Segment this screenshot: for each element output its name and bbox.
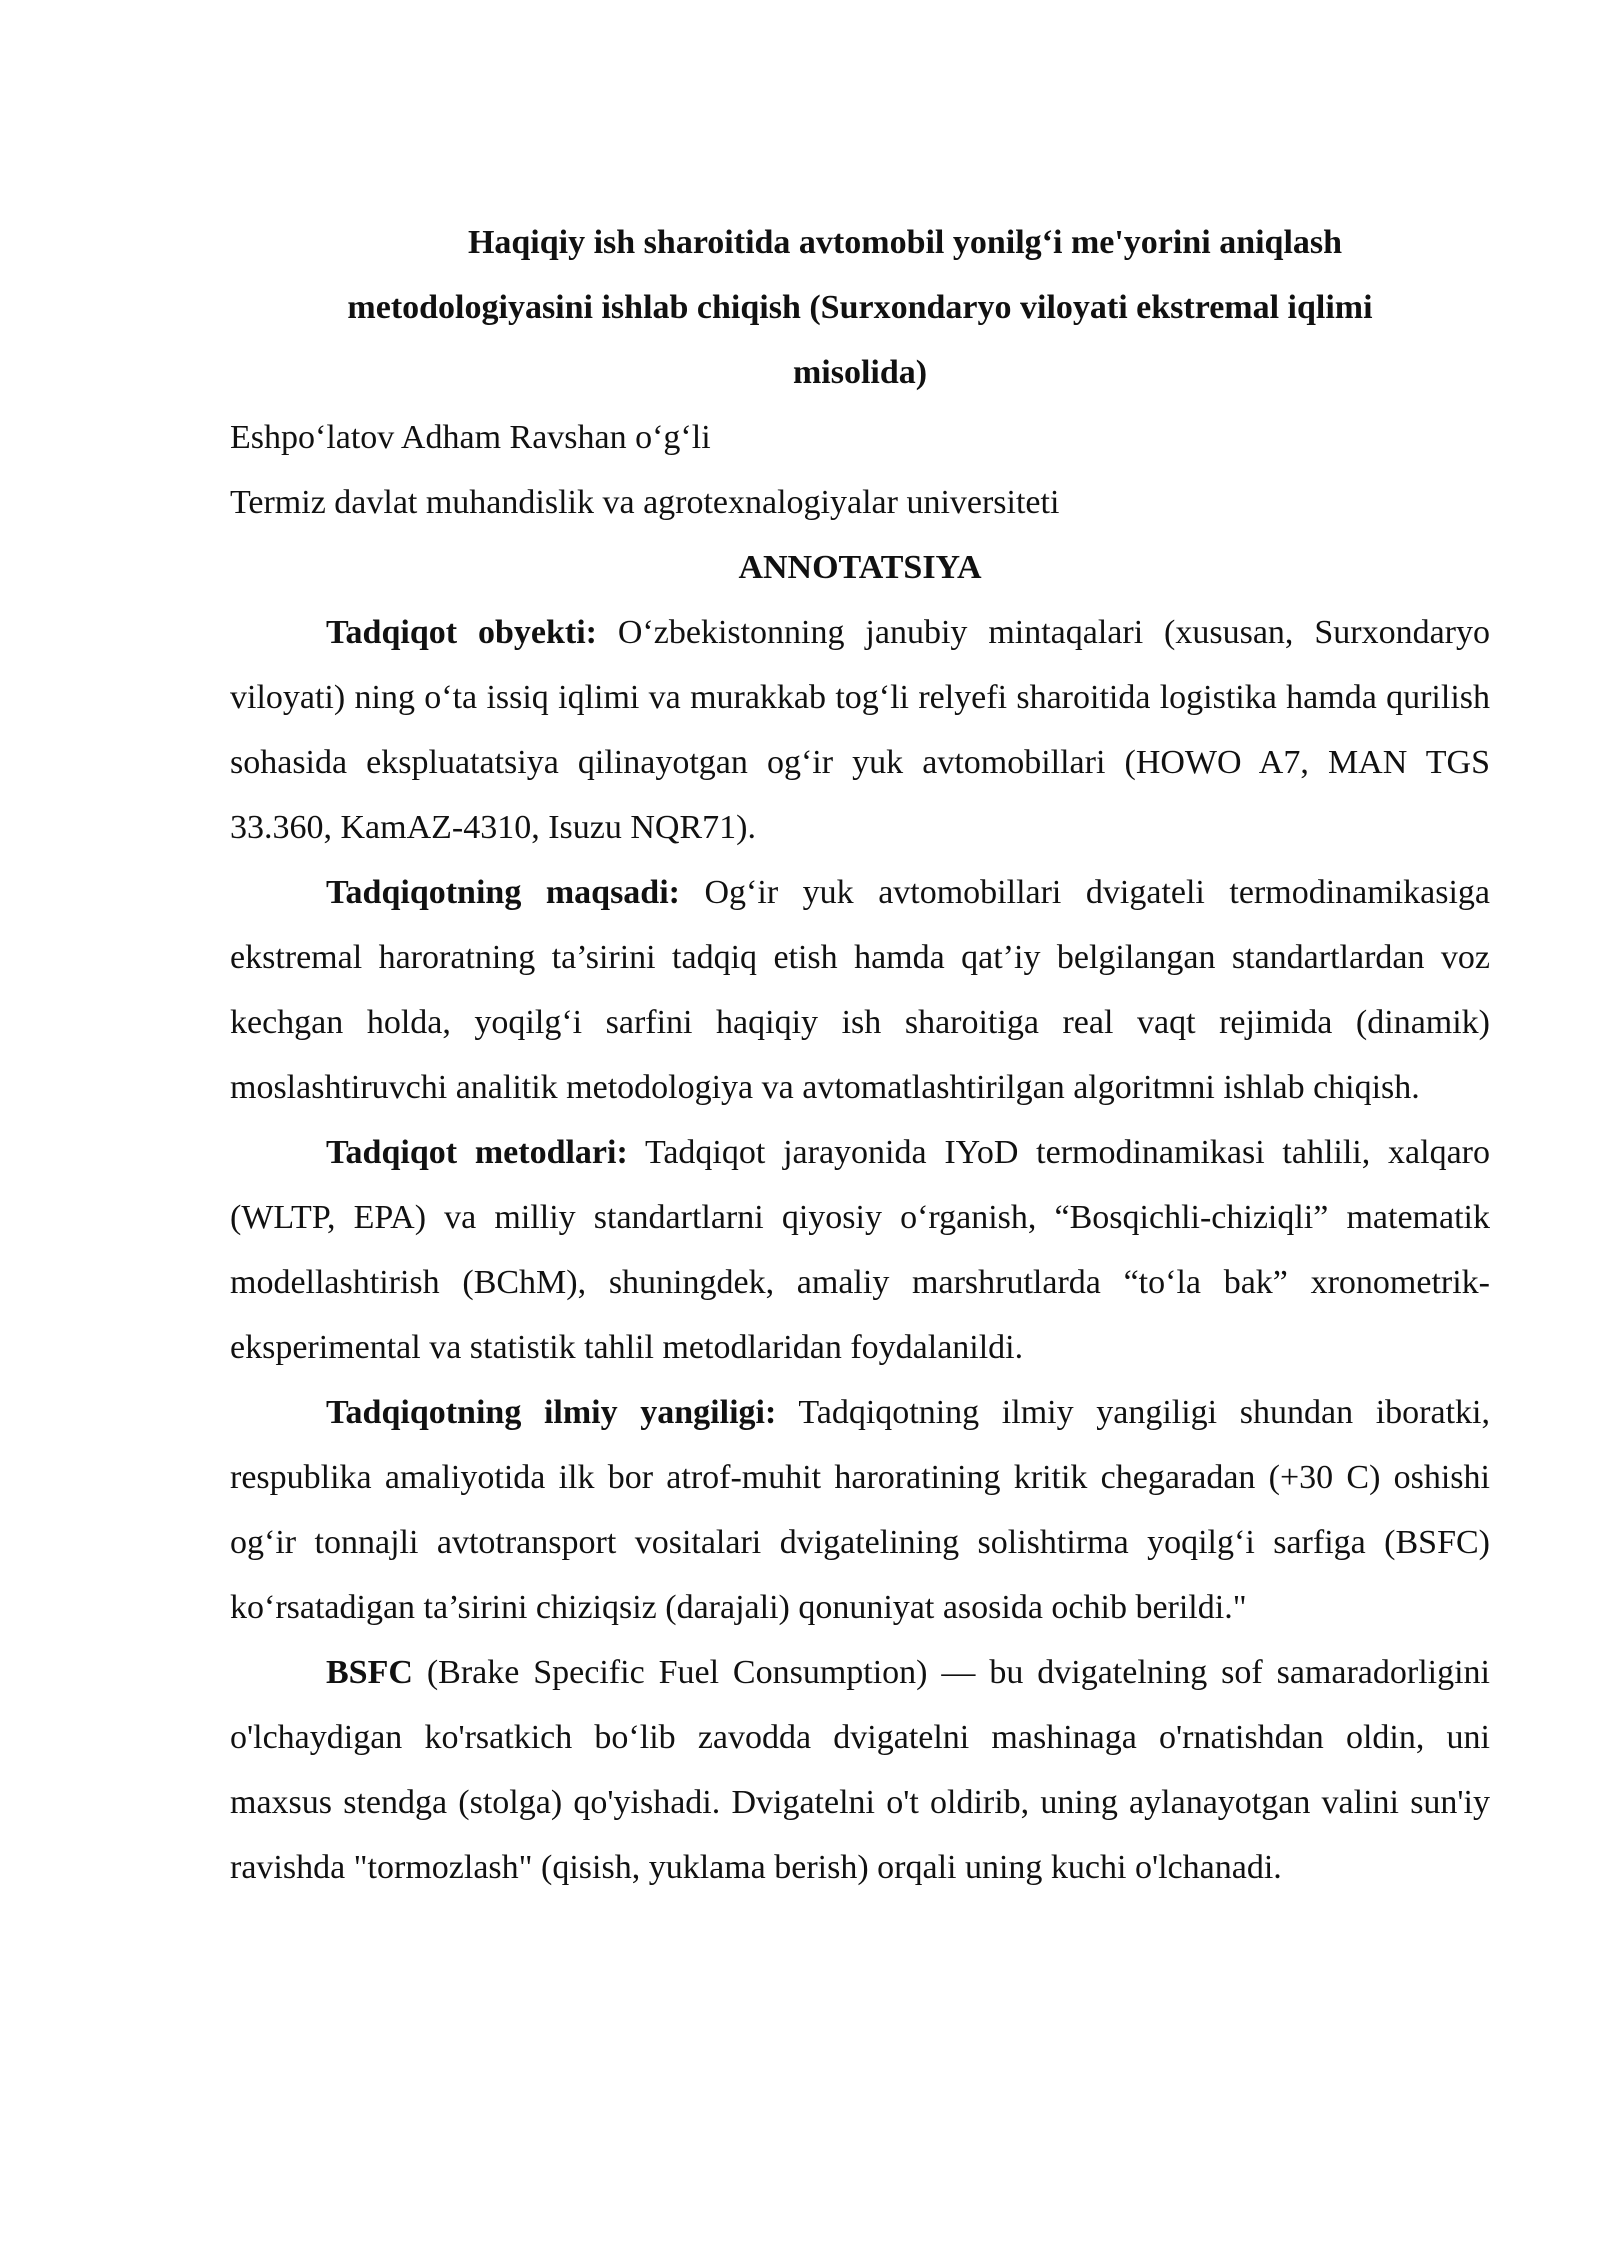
section-label: Tadqiqot metodlari: — [326, 1134, 628, 1171]
section-text: Og‘ir yuk avtomobillari dvigateli termodinamikasiga ekstremal haroratning ta’sirini tadqiq etish hamda qat’iy belgilangan standartlardan voz kechgan holda, yoqilg‘i sarfini haqiqiy ish sharoitiga real vaqt rejimida (dinamik) moslashtiruvchi analitik metodologiya va avtomatlashtirilgan algoritmni ishlab chiqish. — [230, 874, 1490, 1106]
title-line-1: Haqiqiy ish sharoitida avtomobil yonilg‘i me'yorini aniqlash — [467, 224, 1343, 261]
section-research-methods — [230, 1120, 1490, 1380]
section-research-object — [230, 600, 1490, 860]
section-text: Tadqiqot jarayonida IYoD termodinamikasi tahlili, xalqaro (WLTP, EPA) va milliy standartlarni qiyosiy o‘rganish, “Bosqichli-chiziqli” matematik modellashtirish (BChM), shuningdek, amaliy marshrutlarda “to‘la bak” xronometrik-eksperimental va statistik tahlil metodlaridan foydalanildi. — [230, 1134, 1490, 1366]
annotation-heading: ANNOTATSIYA — [738, 549, 982, 586]
section-label: Tadqiqotning maqsadi: — [326, 874, 680, 911]
title-line-3: misolida) — [792, 354, 928, 391]
section-bsfc-definition — [230, 1640, 1490, 1900]
document-page — [230, 210, 1490, 1900]
section-text: (Brake Specific Fuel Consumption) — bu dvigatelning sof samaradorligini o'lchaydigan ko'rsatkich bo‘lib zavodda dvigatelni mashinaga o'rnatishdan oldin, uni maxsus stendga (stolga) qo'yishadi. Dvigatelni o't oldirib, uning aylanayotgan valini sun'iy ravishda "tormozlash" (qisish, yuklama berish) orqali uning kuchi o'lchanadi. — [230, 1654, 1490, 1886]
author-affiliation: Termiz davlat muhandislik va agrotexnalogiyalar universiteti — [230, 484, 1060, 521]
section-text: O‘zbekistonning janubiy mintaqalari (xususan, Surxondaryo viloyati) ning o‘ta issiq iqlimi va murakkab tog‘li relyefi sharoitida logistika hamda qurilish sohasida ekspluatatsiya qilinayotgan og‘ir yuk avtomobillari (HOWO A7, MAN TGS 33.360, KamAZ-4310, Isuzu NQR71). — [230, 614, 1490, 846]
section-scientific-novelty — [230, 1380, 1490, 1640]
section-label: Tadqiqotning ilmiy yangiligi: — [326, 1394, 777, 1431]
section-research-goal — [230, 860, 1490, 1120]
paper-title — [230, 210, 1490, 405]
section-label: BSFC — [326, 1654, 413, 1691]
section-text: Tadqiqotning ilmiy yangiligi shundan iboratki, respublika amaliyotida ilk bor atrof-muhit haroratining kritik chegaradan (+30 C) oshishi og‘ir tonnajli avtotransport vositalari dvigatelining solishtirma yoqilg‘i sarfiga (BSFC) ko‘rsatadigan ta’sirini chiziqsiz (darajali) qonuniyat asosida ochib berildi." — [230, 1394, 1490, 1626]
section-label: Tadqiqot obyekti: — [326, 614, 597, 651]
author-name: Eshpo‘latov Adham Ravshan o‘g‘li — [230, 419, 711, 456]
title-line-2: metodologiyasini ishlab chiqish (Surxondaryo viloyati ekstremal iqlimi — [347, 289, 1373, 326]
